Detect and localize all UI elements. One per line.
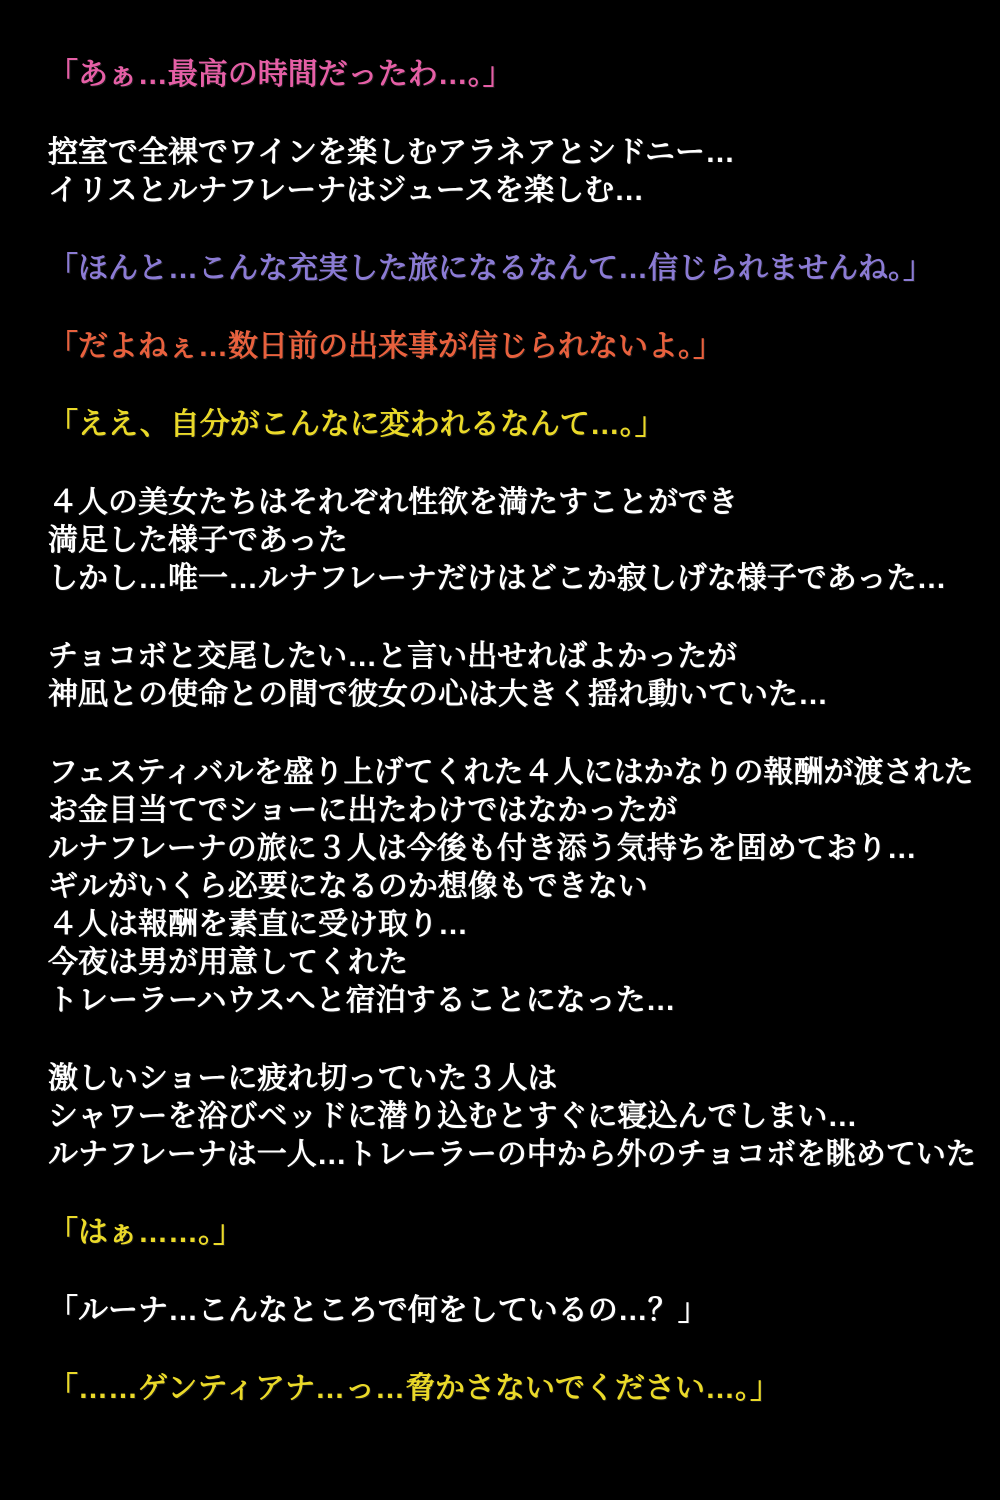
story-line: 激しいショーに疲れ切っていた３人は <box>48 1062 558 1095</box>
story-line: 控室で全裸でワインを楽しむアラネアとシドニー… <box>48 136 735 169</box>
story-line: 「だよねぇ…数日前の出来事が信じられないよ。」 <box>48 330 723 363</box>
story-line: 「……ゲンティアナ…っ…脅かさないでください…。」 <box>48 1372 780 1405</box>
story-line: しかし…唯一…ルナフレーナだけはどこか寂しげな様子であった… <box>48 562 947 595</box>
narration-reward <box>48 754 974 1020</box>
story-line: 神凪との使命との間で彼女の心は大きく揺れ動いていた… <box>48 678 828 711</box>
story-line: シャワーを浴びベッドに潜り込むとすぐに寝込んでしまい… <box>48 1100 858 1133</box>
story-line: 満足した様子であった <box>48 524 348 557</box>
dialogue-luna-reply <box>48 1370 970 1408</box>
story-line: 「ルーナ…こんなところで何をしているの…？」 <box>48 1294 708 1327</box>
story-line: チョコボと交尾したい…と言い出せればよかったが <box>48 640 738 673</box>
story-line: 「あぁ…最高の時間だったわ…。」 <box>48 58 513 91</box>
story-line: トレーラーハウスへと宿泊することになった… <box>48 984 676 1017</box>
story-line: 「はぁ……。」 <box>48 1216 243 1249</box>
story-line: お金目当てでショーに出たわけではなかったが <box>48 794 678 827</box>
dialogue-yellow-1 <box>48 406 970 444</box>
dialogue-pink <box>48 56 970 94</box>
story-line: 「ええ、自分がこんなに変われるなんて…。」 <box>48 408 665 441</box>
story-line: 今夜は男が用意してくれた <box>48 946 408 979</box>
narration-dressing-room <box>48 134 970 210</box>
story-line: ギルがいくら必要になるのか想像もできない <box>48 870 648 903</box>
dialogue-orange <box>48 328 970 366</box>
story-line: ルナフレーナは一人…トレーラーの中から外のチョコボを眺めていた <box>48 1138 976 1171</box>
dialogue-sigh <box>48 1214 970 1252</box>
story-line: 「ほんと…こんな充実した旅になるなんて…信じられませんね。」 <box>48 252 933 285</box>
narration-chocobo <box>48 638 970 714</box>
narration-satisfied <box>48 484 970 598</box>
story-line: ４人は報酬を素直に受け取り… <box>48 908 468 941</box>
narration-trailer <box>48 1060 976 1174</box>
story-line: イリスとルナフレーナはジュースを楽しむ… <box>48 174 645 207</box>
story-line: フェスティバルを盛り上げてくれた４人にはかなりの報酬が渡された <box>48 756 974 789</box>
dialogue-purple <box>48 250 970 288</box>
story-line: ４人の美女たちはそれぞれ性欲を満たすことができ <box>48 486 738 519</box>
dialogue-gentiana <box>48 1292 970 1330</box>
story-line: ルナフレーナの旅に３人は今後も付き添う気持ちを固めており… <box>48 832 917 865</box>
